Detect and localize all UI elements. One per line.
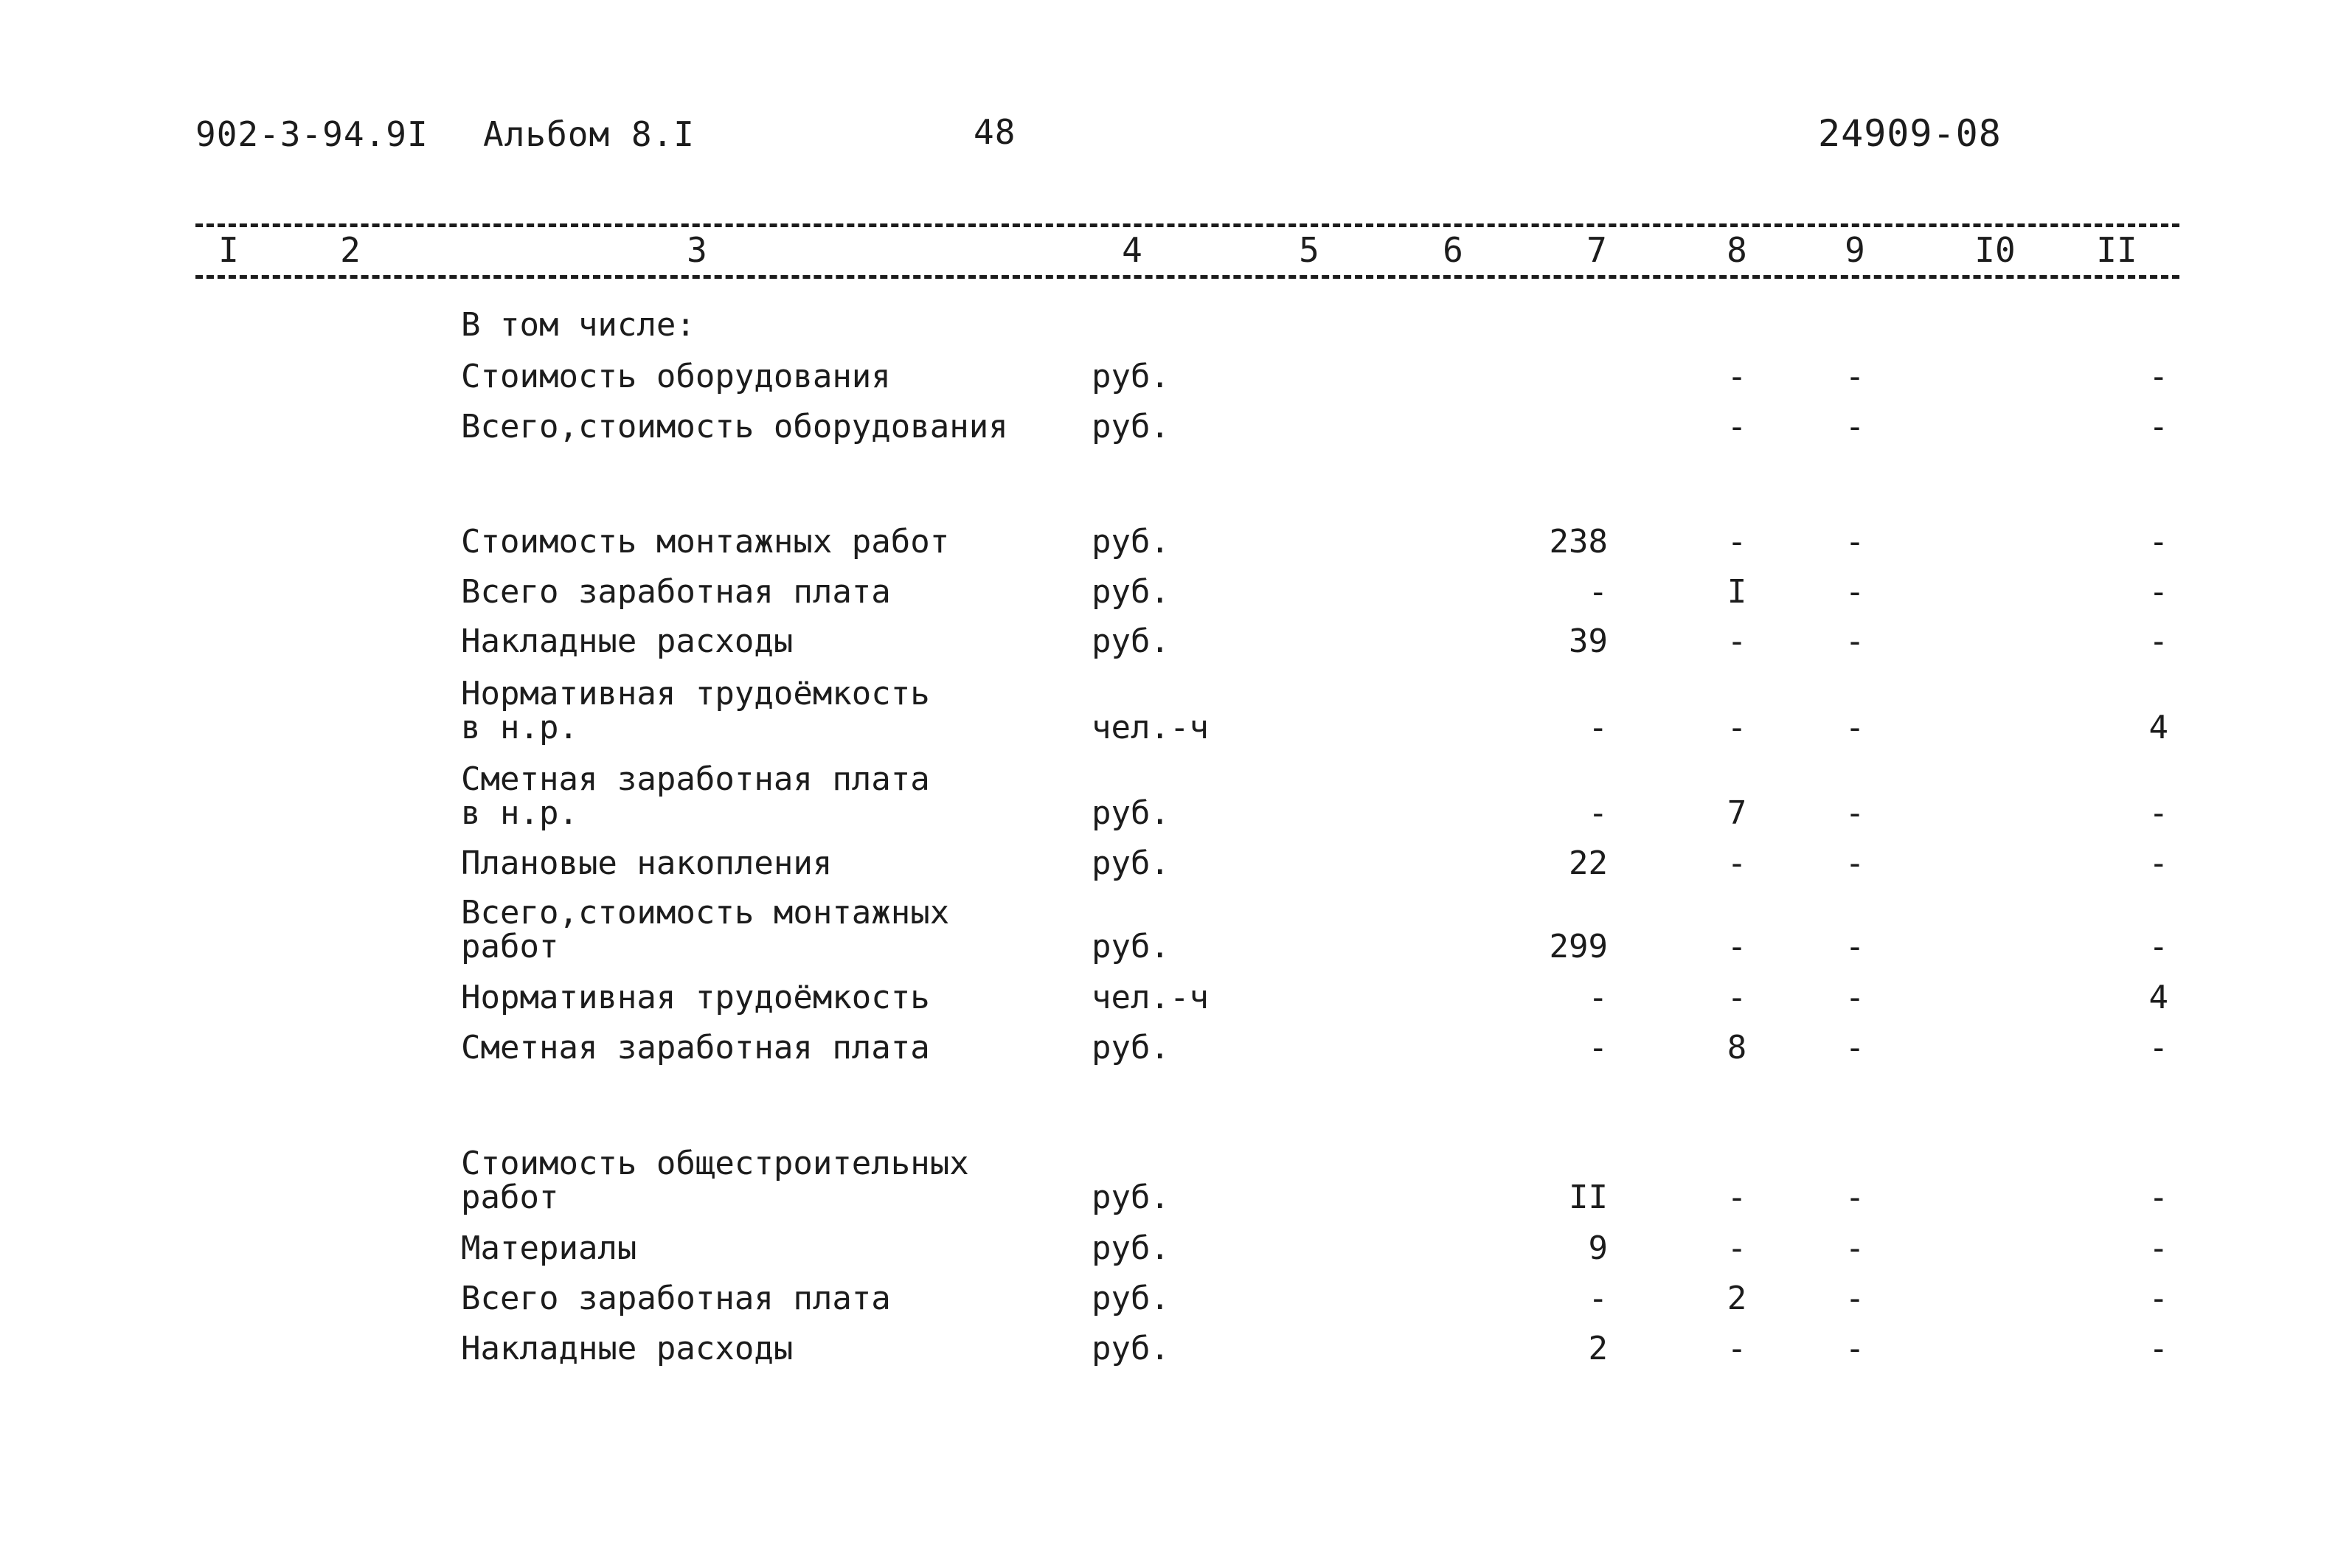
row-col8-value: 8 — [1727, 1029, 1747, 1066]
row-col11-value: - — [2148, 622, 2168, 660]
row-label: Накладные расходы — [461, 622, 794, 660]
row-label: Стоимость монтажных работ — [461, 523, 950, 561]
row-col11-value: - — [2148, 1029, 2168, 1066]
row-label: Материалы — [461, 1229, 637, 1267]
row-col11-value: 4 — [2148, 709, 2168, 746]
document-code: 902-3-94.9I — [195, 114, 429, 154]
row-label: Стоимость общестроительных работ — [461, 1145, 969, 1216]
row-col9-value: - — [1845, 1179, 1865, 1216]
row-unit: руб. — [1092, 844, 1170, 882]
row-unit: руб. — [1092, 408, 1170, 445]
row-col8-value: I — [1727, 573, 1747, 611]
row-col9-value: - — [1845, 523, 1865, 561]
row-col8-value: - — [1727, 1330, 1747, 1367]
row-label: Всего заработная плата — [461, 573, 891, 611]
column-number-4: 4 — [1122, 230, 1142, 270]
row-label: Всего,стоимость монтажных работ — [461, 894, 950, 965]
row-col7-value: 299 — [1549, 928, 1608, 965]
column-number-7: 7 — [1586, 230, 1607, 270]
row-col11-value: - — [2148, 928, 2168, 965]
row-col11-value: - — [2148, 1330, 2168, 1367]
row-unit: руб. — [1092, 1179, 1170, 1216]
row-col9-value: - — [1845, 1029, 1865, 1066]
row-col8-value: - — [1727, 358, 1747, 395]
row-unit: руб. — [1092, 1229, 1170, 1267]
row-col7-value: 9 — [1588, 1229, 1608, 1267]
row-label: Стоимость оборудования — [461, 358, 891, 395]
row-label: Всего заработная плата — [461, 1280, 891, 1317]
section-heading: В том числе: — [461, 306, 695, 344]
row-col11-value: - — [2148, 844, 2168, 882]
table-top-rule — [195, 223, 2179, 227]
row-col7-value: - — [1588, 1029, 1608, 1066]
row-col9-value: - — [1845, 622, 1865, 660]
row-col9-value: - — [1845, 1229, 1865, 1267]
column-number-2: 2 — [340, 230, 361, 270]
row-col8-value: - — [1727, 1179, 1747, 1216]
column-number-11: II — [2096, 230, 2137, 270]
row-col8-value: 2 — [1727, 1280, 1747, 1317]
page-number: 48 — [974, 112, 1016, 152]
row-unit: чел.-ч — [1092, 709, 1209, 746]
row-unit: руб. — [1092, 928, 1170, 965]
column-number-10: I0 — [1974, 230, 2016, 270]
row-col9-value: - — [1845, 1280, 1865, 1317]
row-unit: руб. — [1092, 1029, 1170, 1066]
row-col9-value: - — [1845, 573, 1865, 611]
row-label: Нормативная трудоёмкость в н.р. — [461, 675, 930, 746]
row-col8-value: - — [1727, 709, 1747, 746]
row-col8-value: - — [1727, 523, 1747, 561]
row-col9-value: - — [1845, 844, 1865, 882]
row-col7-value: 22 — [1569, 844, 1608, 882]
row-label: Плановые накопления — [461, 844, 833, 882]
row-col8-value: - — [1727, 844, 1747, 882]
row-col7-value: 2 — [1588, 1330, 1608, 1367]
row-col7-value: II — [1569, 1179, 1608, 1216]
row-col7-value: - — [1588, 979, 1608, 1016]
row-col8-value: - — [1727, 1229, 1747, 1267]
row-label: Сметная заработная плата — [461, 1029, 930, 1066]
row-col7-value: 238 — [1549, 523, 1608, 561]
row-col8-value: - — [1727, 622, 1747, 660]
row-col8-value: 7 — [1727, 794, 1747, 832]
row-unit: руб. — [1092, 1330, 1170, 1367]
row-col11-value: - — [2148, 794, 2168, 832]
column-number-8: 8 — [1727, 230, 1747, 270]
row-col11-value: 4 — [2148, 979, 2168, 1016]
row-col9-value: - — [1845, 979, 1865, 1016]
row-col11-value: - — [2148, 523, 2168, 561]
column-number-1: I — [218, 230, 239, 270]
row-col9-value: - — [1845, 1330, 1865, 1367]
row-col8-value: - — [1727, 928, 1747, 965]
sheet-code: 24909-08 — [1818, 112, 2002, 155]
row-col9-value: - — [1845, 709, 1865, 746]
column-number-3: 3 — [687, 230, 707, 270]
row-col9-value: - — [1845, 408, 1865, 445]
row-col11-value: - — [2148, 573, 2168, 611]
row-unit: руб. — [1092, 573, 1170, 611]
row-unit: руб. — [1092, 794, 1170, 832]
row-col7-value: - — [1588, 573, 1608, 611]
row-label: Нормативная трудоёмкость — [461, 979, 930, 1016]
row-col11-value: - — [2148, 1229, 2168, 1267]
row-unit: руб. — [1092, 523, 1170, 561]
row-col7-value: - — [1588, 709, 1608, 746]
row-unit: руб. — [1092, 358, 1170, 395]
column-number-9: 9 — [1845, 230, 1865, 270]
row-col11-value: - — [2148, 358, 2168, 395]
row-col7-value: - — [1588, 1280, 1608, 1317]
row-col8-value: - — [1727, 408, 1747, 445]
row-label: Сметная заработная плата в н.р. — [461, 760, 930, 832]
table-header-rule — [195, 275, 2179, 279]
row-col9-value: - — [1845, 928, 1865, 965]
row-col9-value: - — [1845, 358, 1865, 395]
row-unit: чел.-ч — [1092, 979, 1209, 1016]
row-col11-value: - — [2148, 1280, 2168, 1317]
row-col11-value: - — [2148, 408, 2168, 445]
album-label: Альбом 8.I — [483, 114, 695, 154]
row-label: Всего,стоимость оборудования — [461, 408, 1008, 445]
column-number-5: 5 — [1299, 230, 1319, 270]
row-col8-value: - — [1727, 979, 1747, 1016]
row-unit: руб. — [1092, 1280, 1170, 1317]
column-number-6: 6 — [1443, 230, 1463, 270]
row-label: Накладные расходы — [461, 1330, 794, 1367]
row-col11-value: - — [2148, 1179, 2168, 1216]
row-col7-value: 39 — [1569, 622, 1608, 660]
row-col7-value: - — [1588, 794, 1608, 832]
row-unit: руб. — [1092, 622, 1170, 660]
row-col9-value: - — [1845, 794, 1865, 832]
